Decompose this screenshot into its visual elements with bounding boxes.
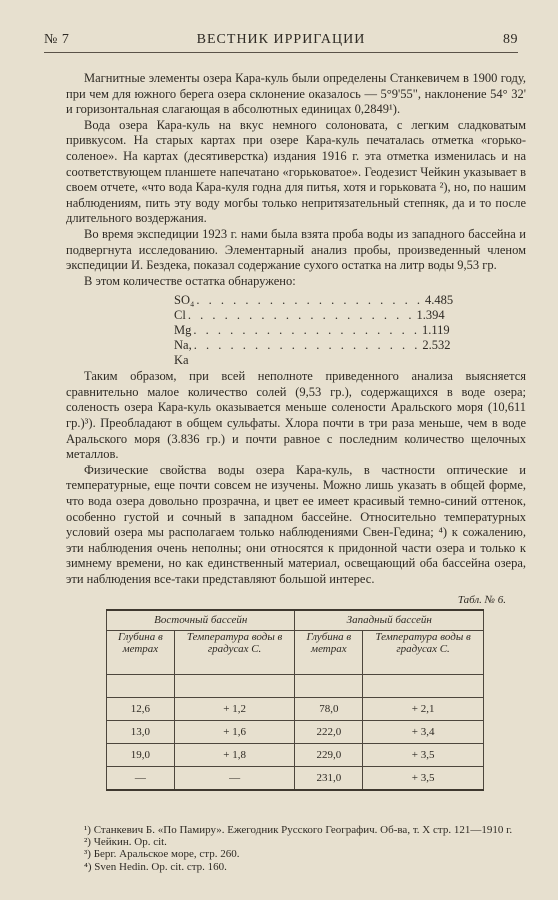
column-header: Глубина в метрах <box>107 630 175 674</box>
page-number: 89 <box>503 32 518 47</box>
element-name: Mg <box>174 322 192 337</box>
table-cell: 19,0 <box>107 743 175 766</box>
table-cell: + 3,4 <box>363 720 484 743</box>
paragraph-magnetic: Магнитные элементы озера Кара-куль были определены Станкевичем в 1900 году, при чем для южного берега озера склонение оказалось — 5°9'55", наклонение 54° 32' и горизонтальная слагающая в абсолютных единицах 0,2849¹). <box>66 71 526 117</box>
journal-title: ВЕСТНИК ИРРИГАЦИИ <box>196 32 366 47</box>
table-title: Табл. № 6. <box>457 593 506 606</box>
table-row <box>107 743 484 766</box>
element-value: 1.394 <box>416 308 445 323</box>
composition-row: Cl . . . . . . . . . . . . . . . . . . . 1.394 <box>174 308 445 323</box>
element-name: Cl <box>174 308 186 323</box>
table-spacer <box>107 674 484 697</box>
table-cell: 231,0 <box>295 766 363 790</box>
element-name: SO₄ <box>174 293 195 308</box>
table-cell: — <box>107 766 175 790</box>
footnote: ⁴) Sven Hedin. Op. cit. стр. 160. <box>84 860 227 873</box>
paragraph-residue-intro: В этом количестве остатка обнаружено: <box>84 273 296 288</box>
table-cell: + 2,1 <box>363 697 484 720</box>
group-header-west: Западный бассейн <box>295 610 484 630</box>
composition-row: Mg . . . . . . . . . . . . . . . . . . . 1.119 <box>174 322 450 337</box>
article-body <box>66 71 526 791</box>
table-cell: + 3,5 <box>363 766 484 790</box>
footnote: ³) Берг. Аральское море, стр. 260. <box>84 848 240 861</box>
table-cell: — <box>174 766 295 790</box>
table-cell: 12,6 <box>107 697 175 720</box>
header-rule <box>44 52 518 53</box>
table-row <box>107 720 484 743</box>
paragraph-salinity: Таким образом, при всей неполноте приведенного анализа выясняется сравнительно малое количество солей (9,53 гр.), содержащихся в воде озера; соленость озера Кара-куль оказывается меньше солености Аральского моря (10,611 гр.)³). Преобладают в общем сульфаты. Хлора почти в три раза меньше, чем в воде Аральского моря (3.836 гр.) и почти равное с последним количество щелочных металлов. <box>66 369 526 462</box>
element-name: Na, Ka <box>174 337 192 367</box>
element-value: 2.532 <box>422 337 451 352</box>
table-cell: + 1,6 <box>174 720 295 743</box>
issue-number: № 7 <box>44 32 70 47</box>
temperature-table <box>106 609 484 791</box>
composition-list <box>174 293 454 367</box>
element-value: 4.485 <box>424 293 454 308</box>
paragraph-sample: Во время экспедиции 1923 г. нами была взята проба воды из западного бассейна и подвергнута исследованию. Элементарный анализ пробы, произведенный членом экспедиции И. Бездека, показал содержание сухого остатка на литр воды 9,53 гр. <box>66 226 526 273</box>
column-header: Температура воды в градусах С. <box>363 630 484 674</box>
group-header-east: Восточный бассейн <box>107 610 295 630</box>
table-cell: + 1,8 <box>174 743 295 766</box>
footnotes <box>84 824 524 873</box>
composition-row: Na, Ka . . . . . . . . . . . . . . . . . . . 2.532 <box>174 337 451 367</box>
paragraph-physical: Физические свойства воды озера Кара-куль, в частности оптические и температурные, еще почти совсем не изучены. Можно лишь указать в общей форме, что вода озера довольно прозрачна, и цвет ее имеет красивый темно-синий оттенок, особенно густой и сочный в западном бассейне. Относительно температурных условий озера мы располагаем только наблюдениями Свен-Гедина; ⁴) к сожалению, эти наблюдения очень неполны; они относятся к придонной части озера и только к зимнему времени, но как единственный материал, освещающий оба бассейна озера, эти наблюдения все-таки представляют большой интерес. <box>66 462 526 587</box>
column-header: Глубина в метрах <box>295 630 363 674</box>
table-row <box>107 766 484 790</box>
paragraph-taste: Вода озера Кара-куль на вкус немного солоновата, с легким сладковатым привкусом. На старых картах при озере Кара-куль печаталась отметка «горько-соленое». На картах (десятиверстка) издания 1916 г. эта отметка изменилась и на соответствующем планшете напечатано «горьковатое». Геодезист Чейкин указывает в своем отчете, «что вода Кара-куля годна для питья, хотя и горьковата ²), но, по нашим наблюдениям, пить эту воду могбы только непритязательный степняк, да и то после длительного воздержания. <box>66 117 526 226</box>
table-cell: 229,0 <box>295 743 363 766</box>
composition-row: SO₄ . . . . . . . . . . . . . . . . . . . 4.485 <box>174 293 454 308</box>
page-header <box>44 32 518 52</box>
table-cell: 78,0 <box>295 697 363 720</box>
table-row <box>107 697 484 720</box>
table-cell: + 1,2 <box>174 697 295 720</box>
column-header: Температура воды в градусах С. <box>174 630 295 674</box>
table-cell: 13,0 <box>107 720 175 743</box>
footnote: ¹) Станкевич Б. «По Памиру». Ежегодник Русского Географич. Об-ва, т. Х стр. 121—1910 г. <box>84 824 513 836</box>
footnote: ²) Чейкин. Op. cit. <box>84 836 167 849</box>
table-cell: + 3,5 <box>363 743 484 766</box>
element-value: 1.119 <box>422 322 450 337</box>
table-cell: 222,0 <box>295 720 363 743</box>
